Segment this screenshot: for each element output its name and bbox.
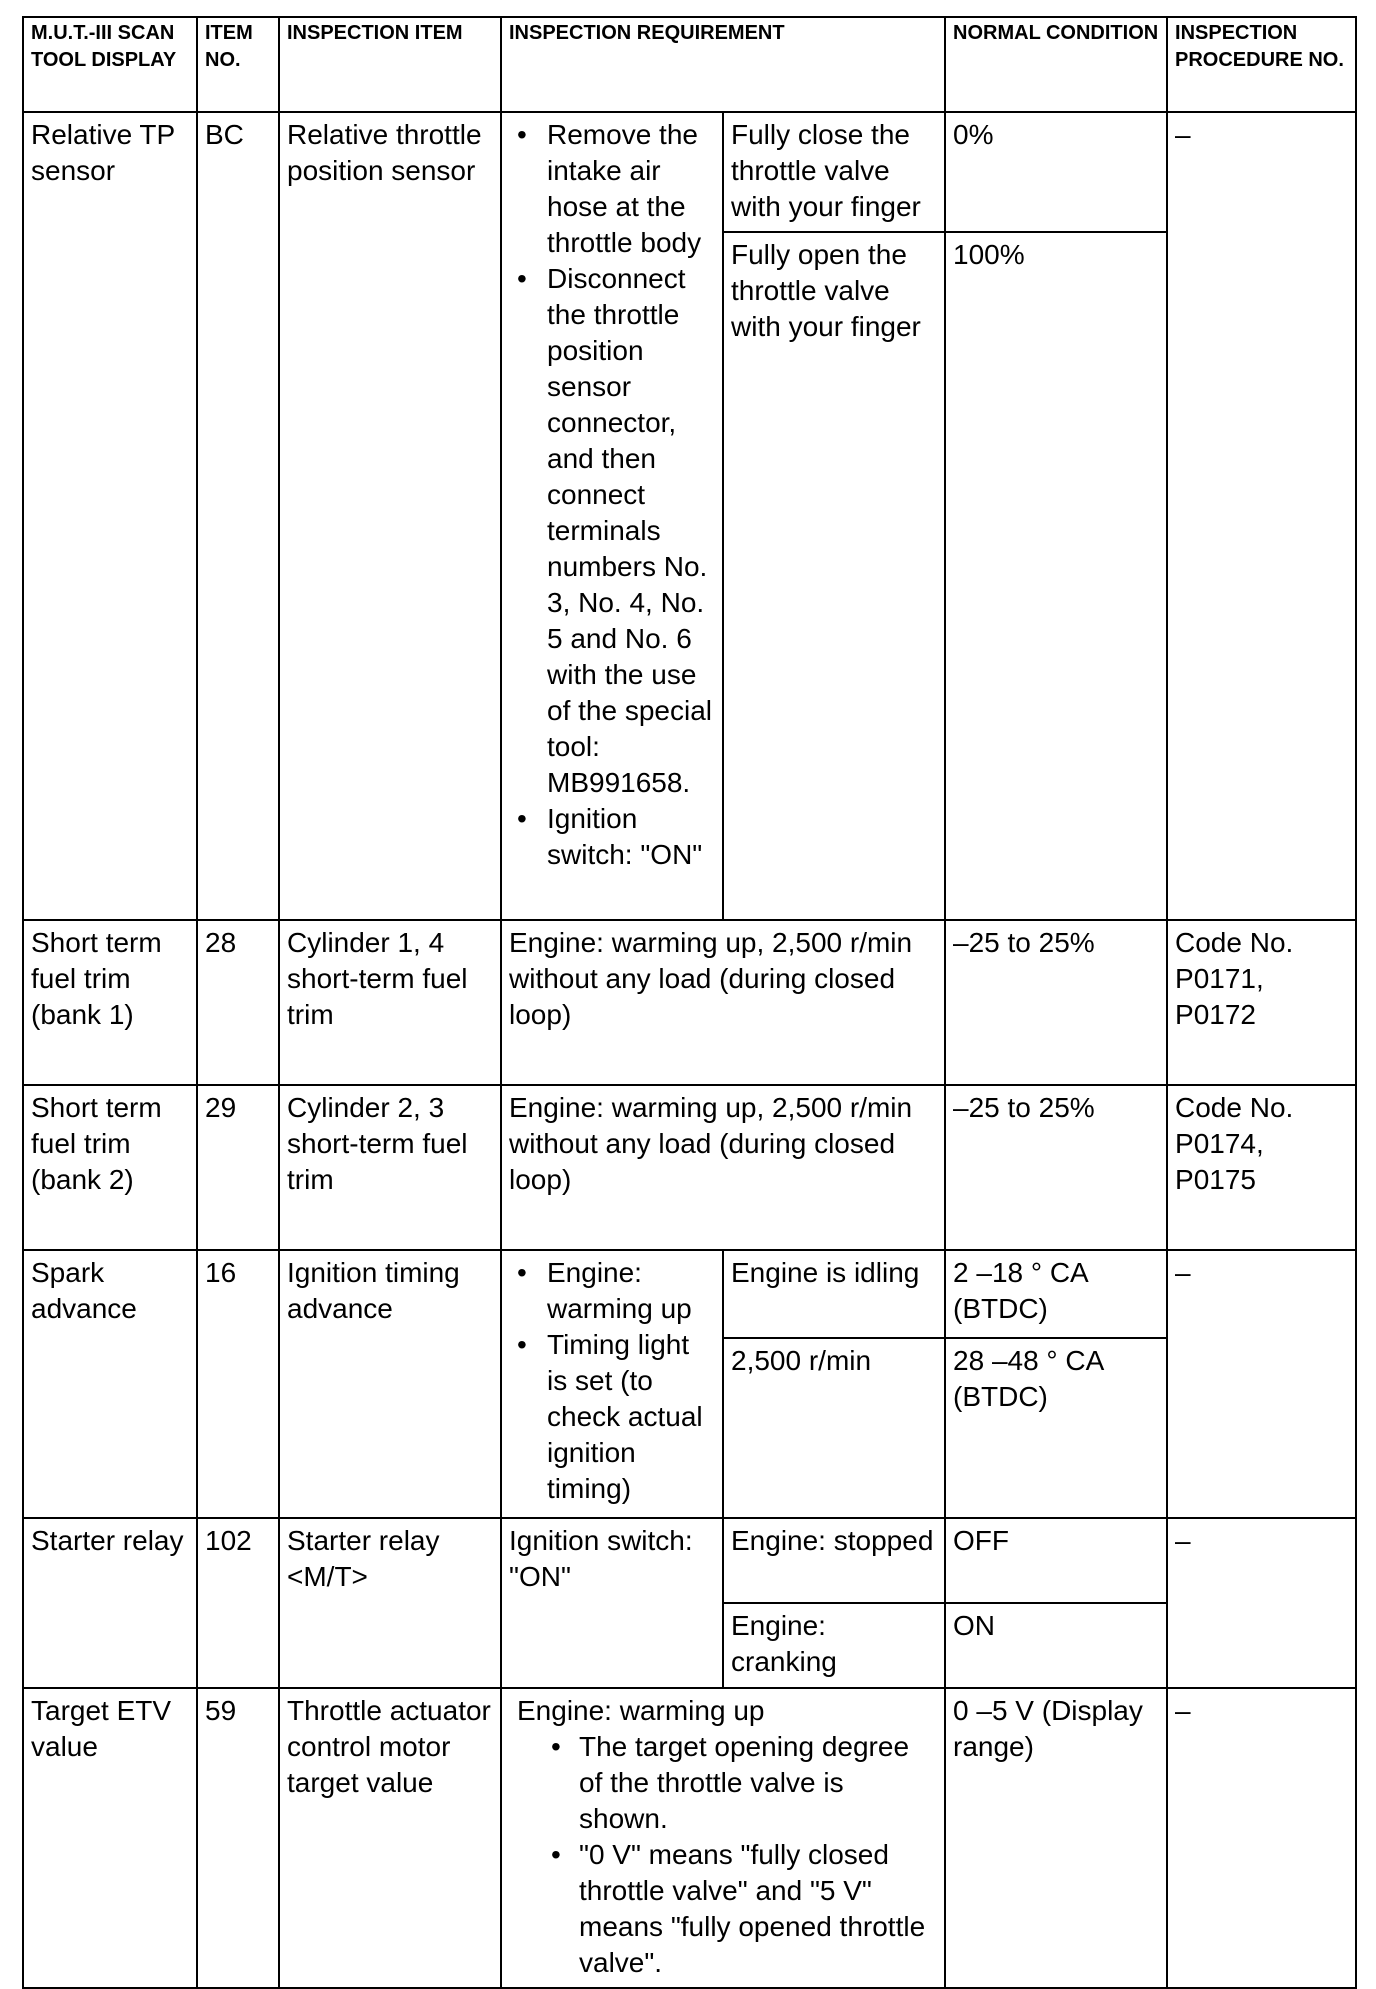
cell-normal-condition: 28 –48 ° CA (BTDC) (945, 1338, 1167, 1518)
cell-procedure-no: – (1167, 112, 1356, 920)
cell-condition: 2,500 r/min (723, 1338, 945, 1518)
cell-requirement: Ignition switch: "ON" (501, 1518, 723, 1688)
requirement-list (509, 1255, 715, 1507)
cell-procedure-no: – (1167, 1518, 1356, 1688)
cell-inspection-item: Cylinder 2, 3 short-term fuel trim (279, 1085, 501, 1250)
cell-normal-condition: –25 to 25% (945, 1085, 1167, 1250)
list-item: • Disconnect the throttle position sensor connector, and then connect terminals numbers No. 3, No. 4, No. 5 and No. 6 with the use of the special tool: MB991658. (547, 261, 715, 801)
header-row (23, 17, 1356, 112)
list-item: • The target opening degree of the throttle valve is shown. (579, 1729, 937, 1837)
list-item: • Engine: warming up (547, 1255, 715, 1327)
cell-item-no: 102 (197, 1518, 279, 1688)
cell-requirement: Engine: warming up, 2,500 r/min without any load (during closed loop) (501, 920, 945, 1085)
cell-condition: Fully close the throttle valve with your finger (723, 112, 945, 232)
cell-requirement (501, 1688, 945, 1988)
cell-scan-display: Spark advance (23, 1250, 197, 1518)
cell-inspection-item: Cylinder 1, 4 short-term fuel trim (279, 920, 501, 1085)
cell-item-no: 59 (197, 1688, 279, 1988)
table-row (23, 1250, 1356, 1338)
cell-item-no: 16 (197, 1250, 279, 1518)
cell-scan-display: Relative TP sensor (23, 112, 197, 920)
cell-condition: Engine is idling (723, 1250, 945, 1338)
cell-inspection-item: Throttle actuator control motor target value (279, 1688, 501, 1988)
cell-normal-condition: –25 to 25% (945, 920, 1167, 1085)
header-normal-condition: NORMAL CONDITION (945, 17, 1167, 112)
requirement-heading: Engine: warming up (517, 1695, 765, 1726)
document-page (22, 16, 1355, 1989)
table-row (23, 1085, 1356, 1250)
cell-procedure-no: – (1167, 1688, 1356, 1988)
cell-requirement: Engine: warming up, 2,500 r/min without any load (during closed loop) (501, 1085, 945, 1250)
cell-normal-condition: 2 –18 ° CA (BTDC) (945, 1250, 1167, 1338)
requirement-list (509, 117, 715, 873)
cell-procedure-no: Code No. P0174, P0175 (1167, 1085, 1356, 1250)
cell-normal-condition: 0 –5 V (Display range) (945, 1688, 1167, 1988)
table-row (23, 1688, 1356, 1988)
header-item-no: ITEM NO. (197, 17, 279, 112)
cell-scan-display: Short term fuel trim (bank 1) (23, 920, 197, 1085)
list-item: • Ignition switch: "ON" (547, 801, 715, 873)
cell-item-no: 28 (197, 920, 279, 1085)
cell-inspection-item: Starter relay <M/T> (279, 1518, 501, 1688)
table-row (23, 112, 1356, 232)
cell-requirement (501, 112, 723, 920)
cell-scan-display: Short term fuel trim (bank 2) (23, 1085, 197, 1250)
cell-scan-display: Starter relay (23, 1518, 197, 1688)
cell-procedure-no: – (1167, 1250, 1356, 1518)
inspection-table (22, 16, 1357, 1989)
table-row (23, 1518, 1356, 1603)
cell-normal-condition: 100% (945, 232, 1167, 920)
cell-item-no: BC (197, 112, 279, 920)
table-row (23, 920, 1356, 1085)
cell-normal-condition: 0% (945, 112, 1167, 232)
header-scan-display: M.U.T.-III SCAN TOOL DISPLAY (23, 17, 197, 112)
header-inspection-item: INSPECTION ITEM (279, 17, 501, 112)
header-procedure-no: INSPECTION PROCEDURE NO. (1167, 17, 1356, 112)
cell-normal-condition: OFF (945, 1518, 1167, 1603)
list-item: • "0 V" means "fully closed throttle valve" and "5 V" means "fully opened throttle valve". (579, 1837, 937, 1981)
list-item: • Remove the intake air hose at the throttle body (547, 117, 715, 261)
requirement-list (509, 1729, 937, 1981)
header-inspection-requirement: INSPECTION REQUIREMENT (501, 17, 945, 112)
cell-requirement (501, 1250, 723, 1518)
cell-condition: Engine: stopped (723, 1518, 945, 1603)
cell-procedure-no: Code No. P0171, P0172 (1167, 920, 1356, 1085)
cell-scan-display: Target ETV value (23, 1688, 197, 1988)
cell-inspection-item: Ignition timing advance (279, 1250, 501, 1518)
cell-item-no: 29 (197, 1085, 279, 1250)
cell-condition: Engine: cranking (723, 1603, 945, 1688)
list-item: • Timing light is set (to check actual ignition timing) (547, 1327, 715, 1507)
cell-condition: Fully open the throttle valve with your finger (723, 232, 945, 920)
cell-normal-condition: ON (945, 1603, 1167, 1688)
cell-inspection-item: Relative throttle position sensor (279, 112, 501, 920)
